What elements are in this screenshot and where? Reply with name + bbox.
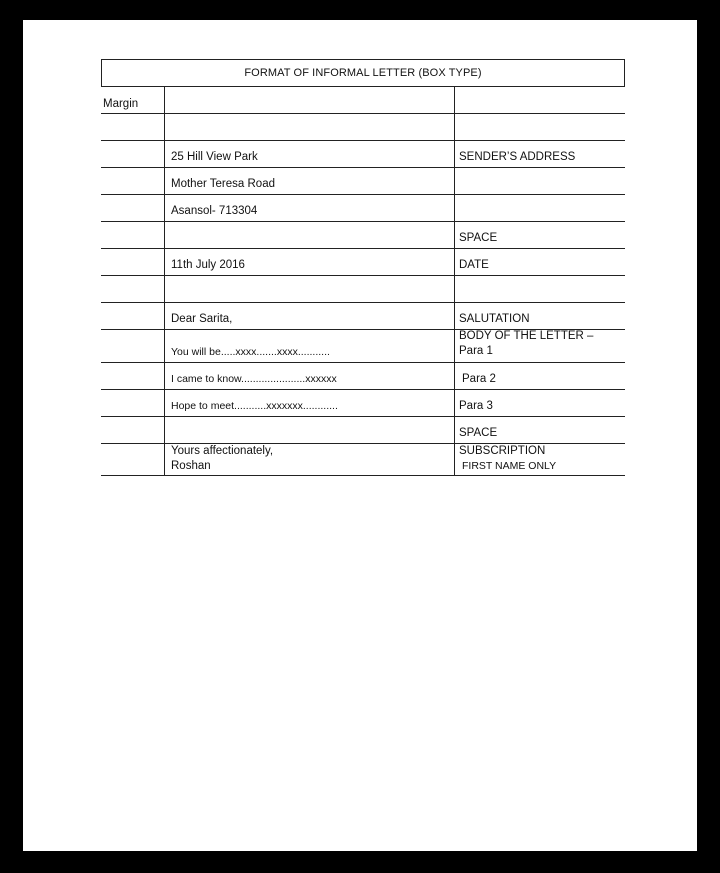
column-divider-right	[454, 87, 455, 476]
document-page	[23, 20, 697, 851]
letter-date: 11th July 2016	[171, 259, 245, 271]
body-label-line-2: Para 1	[459, 345, 493, 357]
table-row	[101, 195, 625, 222]
salutation-text: Dear Sarita,	[171, 313, 233, 325]
table-row	[101, 444, 625, 476]
body-para-2-text: I came to know......................xxxxxx	[171, 373, 337, 385]
subscription-label-line-2: FIRST NAME ONLY	[462, 460, 557, 472]
senders-address-label: SENDER’S ADDRESS	[459, 151, 576, 163]
table-row	[101, 363, 625, 390]
address-line-2: Mother Teresa Road	[171, 178, 275, 190]
letter-format-table	[101, 87, 625, 476]
body-para-3-text: Hope to meet...........xxxxxxx............	[171, 400, 338, 412]
table-row	[101, 87, 625, 114]
table-row	[101, 390, 625, 417]
column-divider-left	[164, 87, 165, 476]
closing-line-1: Yours affectionately,	[171, 445, 274, 457]
space-label: SPACE	[459, 232, 498, 244]
table-row	[101, 303, 625, 330]
table-row	[101, 417, 625, 444]
closing-line-2: Roshan	[171, 460, 211, 472]
subscription-label-line-1: SUBSCRIPTION	[459, 445, 546, 457]
address-line-3: Asansol- 713304	[171, 205, 258, 217]
date-label: DATE	[459, 259, 489, 271]
table-row	[101, 276, 625, 303]
document-title: FORMAT OF INFORMAL LETTER (BOX TYPE)	[101, 59, 625, 87]
table-row	[101, 222, 625, 249]
closing-text	[171, 444, 273, 474]
para-3-label: Para 3	[459, 400, 493, 412]
address-line-1: 25 Hill View Park	[171, 151, 258, 163]
table-row	[101, 168, 625, 195]
para-2-label: Para 2	[462, 373, 496, 385]
body-label-line-1: BODY OF THE LETTER –	[459, 330, 594, 342]
table-row	[101, 114, 625, 141]
body-para-1-text: You will be.....xxxx.......xxxx...........	[171, 346, 330, 358]
table-row	[101, 330, 625, 363]
body-label	[459, 329, 593, 359]
table-row	[101, 141, 625, 168]
table-row	[101, 249, 625, 276]
space-label-2: SPACE	[459, 427, 498, 439]
salutation-label: SALUTATION	[459, 313, 530, 325]
margin-label: Margin	[103, 98, 139, 110]
subscription-label	[459, 444, 556, 474]
